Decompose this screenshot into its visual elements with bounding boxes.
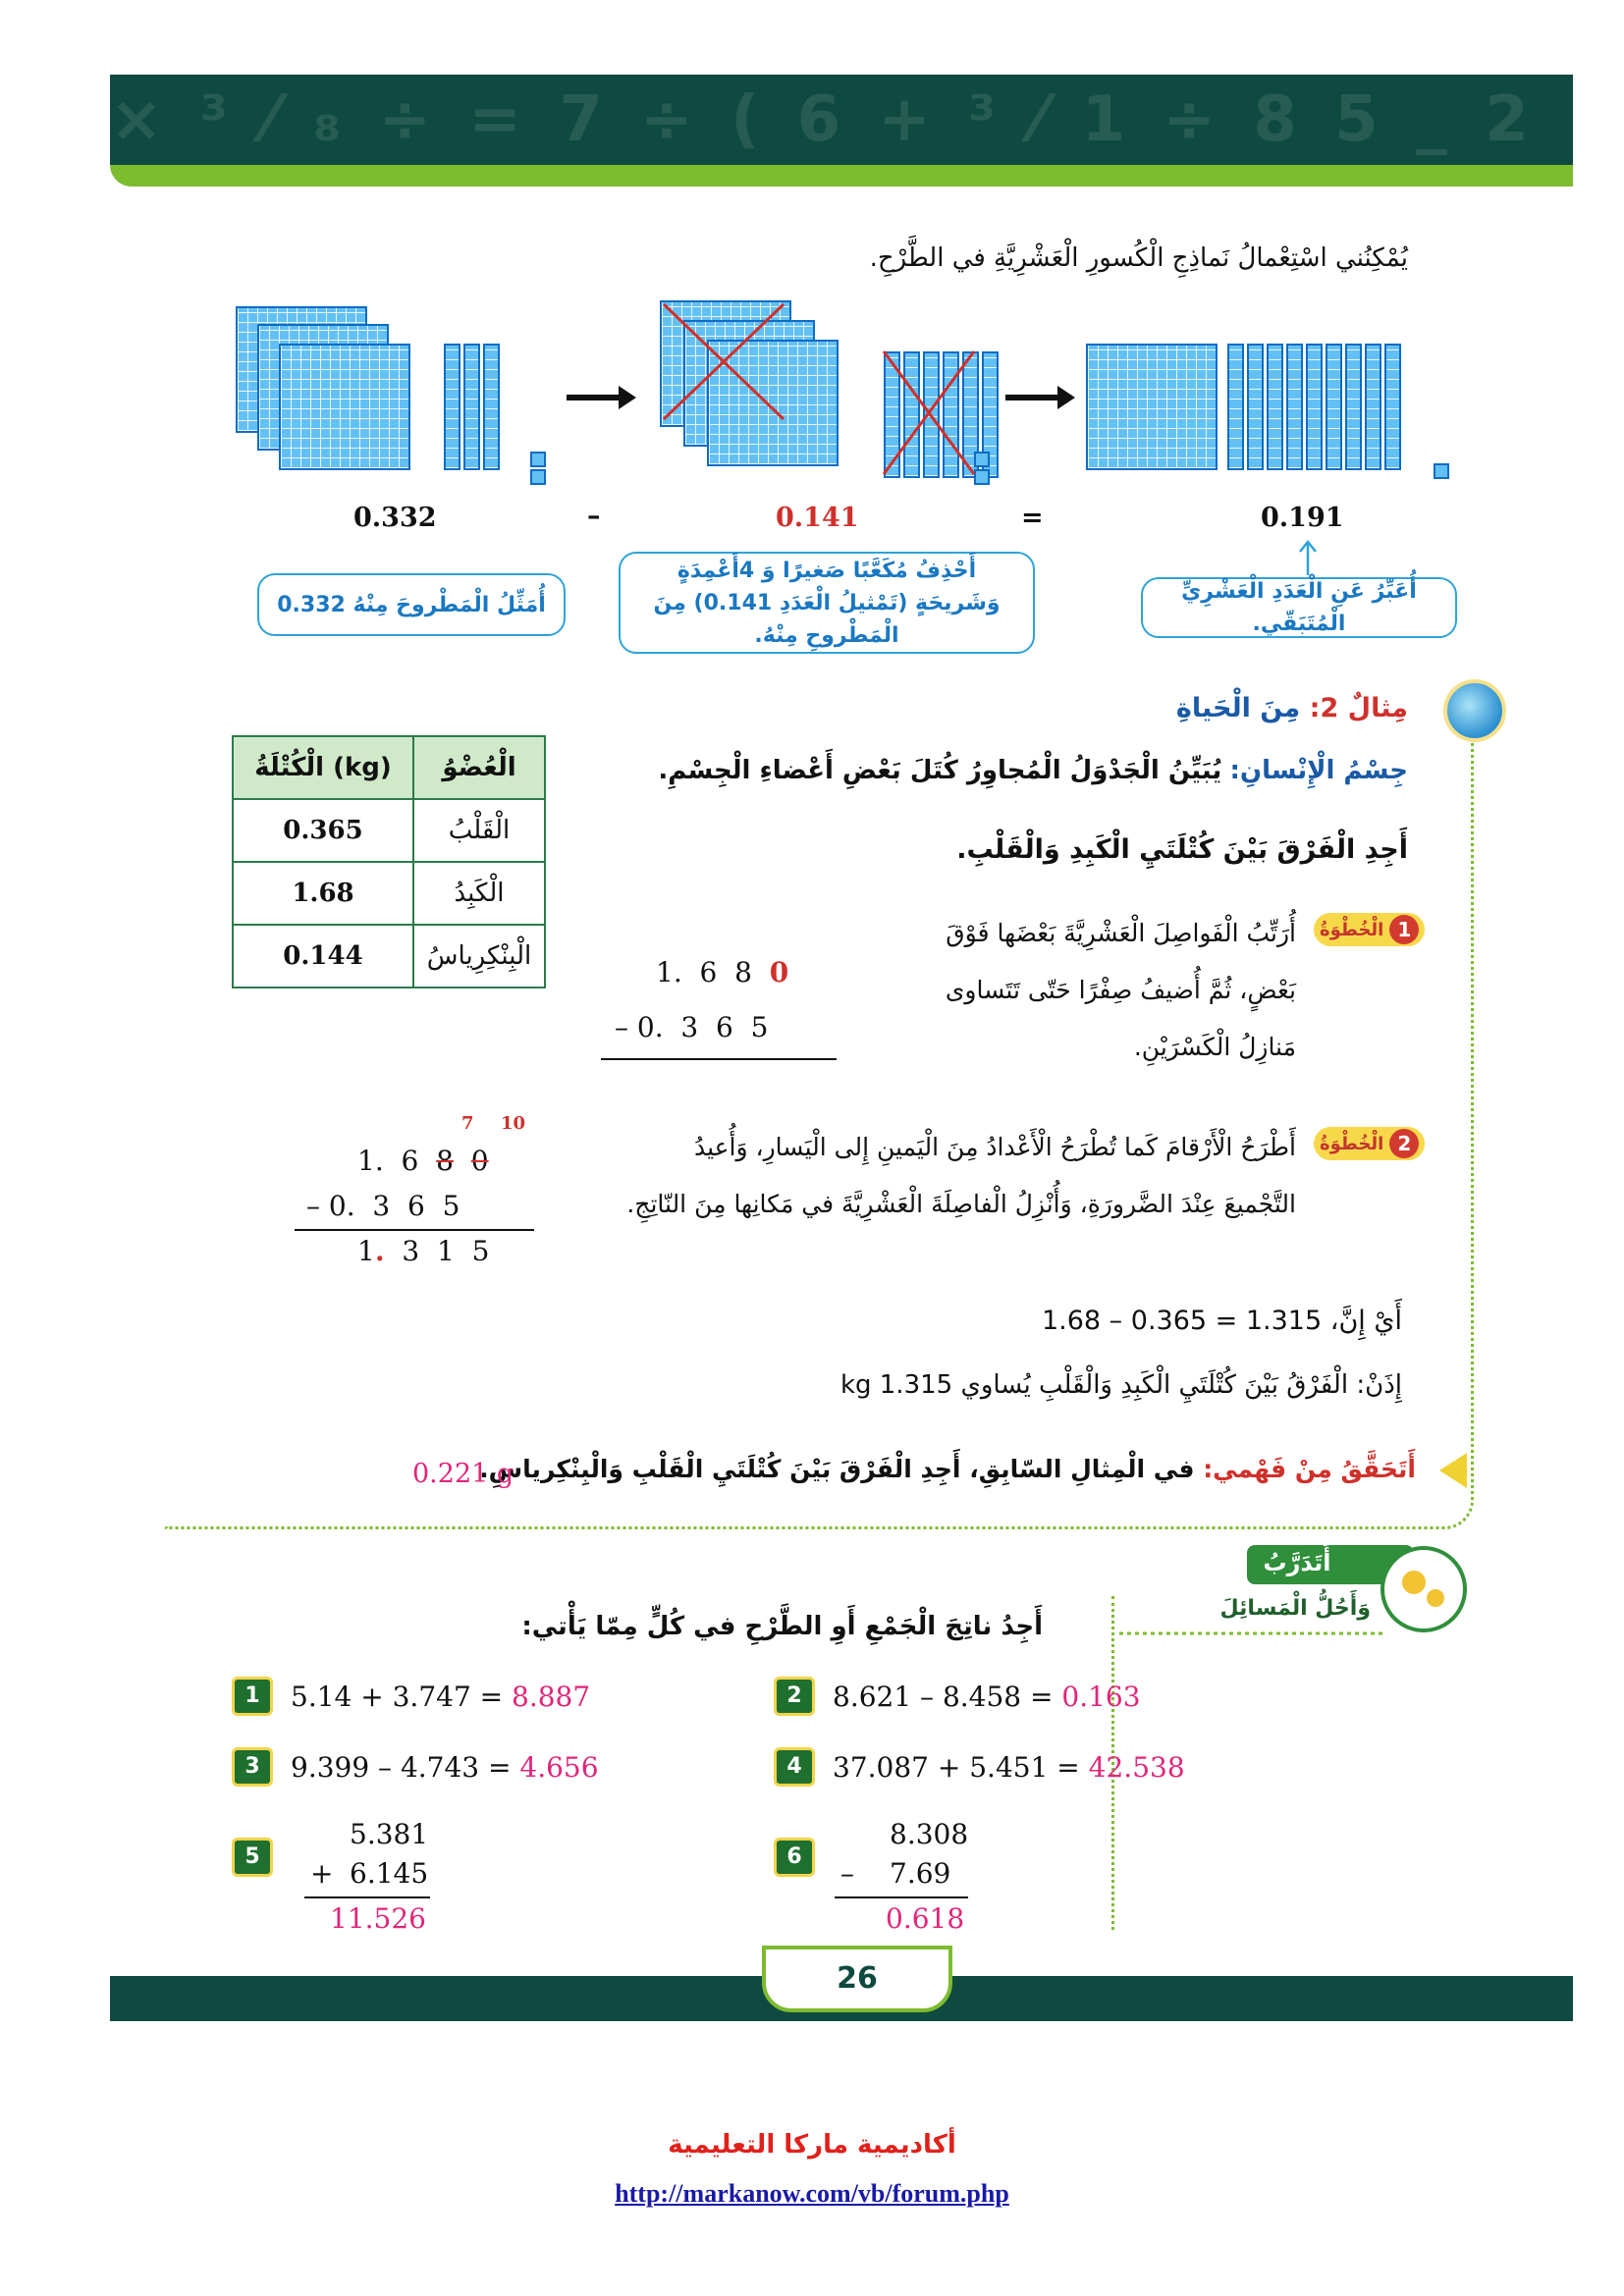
difference-rule [835, 1896, 968, 1898]
operator: – [840, 1857, 854, 1890]
rod-block [1306, 344, 1323, 470]
minuend-top: 8.308 [890, 1818, 969, 1850]
crossed-digit: 0 [470, 1145, 489, 1177]
check-arrow-icon [1439, 1453, 1467, 1488]
addend-top: 5.381 [350, 1818, 429, 1850]
digits: 3 1 5 [384, 1235, 490, 1267]
right-arrow-icon [565, 383, 638, 412]
practice-badge-subtitle: وَأَحُلُّ الْمَسائِلَ [1219, 1596, 1371, 1621]
step-2-rule [295, 1229, 534, 1231]
rod-block [1247, 344, 1264, 470]
answer: 11.526 [330, 1902, 426, 1935]
bubble-express-remainder: أُعَبِّرُ عَنِ الْعَدَدِ الْعَشْرِيِّ الْمُتَبَقّي. [1141, 577, 1457, 638]
example-context: مِنَ الْحَياةِ [1175, 693, 1301, 723]
step-number: 2 [1389, 1129, 1419, 1158]
cross-out-mark [880, 347, 978, 478]
minuend-value: 0.332 [353, 503, 437, 533]
table-cell-mass: 1.68 [233, 862, 413, 925]
step-1-line: مَنازِلُ الْكَسْرَيْنِ. [1133, 1033, 1296, 1061]
item-number: 6 [774, 1838, 815, 1877]
organ-mass-table [232, 735, 546, 988]
table-row [233, 799, 545, 862]
example-title [1176, 693, 1408, 723]
practice-item-4 [833, 1751, 1185, 1784]
rod-block [1267, 344, 1283, 470]
practice-badge-title: أَتَدَرَّبُ [1263, 1549, 1331, 1576]
answer: 4.656 [519, 1751, 599, 1784]
table-cell-organ: الْكَبِدُ [413, 862, 545, 925]
step-label: الْخُطْوَةُ [1320, 1133, 1384, 1154]
unit-block [530, 452, 546, 467]
bubble-represent-minuend: أُمَثِّلُ الْمَطْروحَ مِنْهُ 0.332 [257, 573, 566, 636]
decimal-point: . [374, 1235, 385, 1267]
example-lead [658, 756, 1408, 785]
practice-item-1 [291, 1681, 590, 1713]
rod-block [463, 344, 480, 470]
equals-sign: = [1021, 503, 1044, 533]
practice-item-3 [291, 1751, 599, 1784]
crossed-digit: 8 [436, 1145, 454, 1177]
right-arrow-icon [1003, 383, 1077, 412]
expression: 9.399 – 4.743 = [291, 1751, 512, 1784]
step-2-line: التَّجْميعَ عِنْدَ الضَّرورَةِ، وَأُنْزِلُ الْفاصِلَةَ الْعَشْرِيَّةَ في مَكانِها مِنَ النّاتِجِ. [626, 1190, 1296, 1218]
digits: 1. 6 [357, 1145, 437, 1177]
step-number: 1 [1389, 915, 1419, 944]
expression: 8.621 – 8.458 = [833, 1681, 1054, 1713]
step-2-row-2: – 0. 3 6 5 [306, 1190, 460, 1222]
check-label: أَتَحَقَّقُ مِنْ فَهْمي: [1203, 1455, 1416, 1483]
item-number: 2 [774, 1677, 815, 1716]
rod-block [1326, 344, 1342, 470]
addend-bottom: 6.145 [350, 1857, 429, 1890]
regroup-7: 7 [461, 1113, 474, 1134]
step-1-text [946, 905, 1296, 1076]
item-number: 3 [232, 1747, 273, 1787]
sum-rule [304, 1896, 430, 1898]
minus-sign: – [587, 501, 601, 531]
table-row [233, 925, 545, 988]
rod-block [1227, 344, 1244, 470]
header-green-stripe [110, 165, 1573, 187]
example-number: مِثالٌ 2: [1309, 693, 1408, 723]
table-row [233, 862, 545, 925]
step-1-row-2: – 0. 3 6 5 [615, 1011, 769, 1043]
operator: + [310, 1857, 334, 1890]
step-1-row-1 [656, 956, 788, 988]
example-lead-text: يُبَيِّنُ الْجَدْوَلُ الْمُجاوِرُ كُتَلَ بَعْضِ أَعْضاءِ الْجِسْمِ. [658, 756, 1222, 785]
table-cell-mass: 0.365 [233, 799, 413, 862]
rod-block [1365, 344, 1381, 470]
check-understanding [479, 1455, 1416, 1483]
flat-block [279, 344, 410, 470]
intro-text: يُمْكِنُني اسْتِعْمالُ نَماذِجِ الْكُسورِ الْعَشْرِيَّةِ في الطَّرْحِ. [869, 243, 1408, 273]
page-number: 26 [762, 1946, 952, 2012]
table-header-mass: الْكُتْلَةُ (kg) [233, 736, 413, 799]
item-number: 4 [774, 1747, 815, 1787]
answer: 8.887 [512, 1681, 591, 1713]
regroup-10: 10 [501, 1113, 526, 1134]
academy-name: أكاديمية ماركا التعليمية [668, 2130, 956, 2160]
result-line: أَيْ إِنَّ، 1.315 = 0.365 – 1.68 [1041, 1306, 1402, 1336]
example-question: أَجِدِ الْفَرْقَ بَيْنَ كُتْلَتَيِ الْكَبِدِ وَالْقَلْبِ. [956, 834, 1408, 865]
step-2-row-1 [357, 1145, 489, 1177]
expression: 37.087 + 5.451 = [833, 1751, 1080, 1784]
subtrahend-value: 0.141 [776, 503, 859, 533]
rod-block [483, 344, 500, 470]
table-cell-organ: الْقَلْبُ [413, 799, 545, 862]
academy-link-wrap [0, 2179, 1624, 2209]
difference-value: 0.191 [1261, 503, 1344, 533]
table-header-organ: الْعُضْوُ [413, 736, 545, 799]
check-text: في الْمِثالِ السّابِقِ، أَجِدِ الْفَرْقَ بَيْنَ كُتْلَتَيِ الْقَلْبِ وَالْبِنْكِرياسِ. [479, 1455, 1195, 1483]
answer: 0.163 [1061, 1681, 1141, 1713]
practice-item-2 [833, 1681, 1141, 1713]
rod-block [444, 344, 460, 470]
digits: 1. 6 8 [656, 956, 770, 988]
unit-block [530, 469, 546, 485]
academy-link[interactable]: http://markanow.com/vb/forum.php [615, 2179, 1009, 2208]
step-1-line: بَعْضٍ، ثُمَّ أُضيفُ صِفْرًا حَتّى تَتَساوى [945, 976, 1296, 1004]
conclusion-line: إِذَنْ: الْفَرْقُ بَيْنَ كُتْلَتَيِ الْكَبِدِ وَالْقَلْبِ يُساوي 1.315 kg [839, 1370, 1402, 1400]
rod-block [1345, 344, 1362, 470]
subtrahend-bottom: 7.69 [890, 1857, 951, 1890]
step-label: الْخُطْوَةُ [1320, 919, 1384, 940]
step-2-badge [1314, 1127, 1425, 1160]
bubble-remove-blocks: أَحْذِفُ مُكَعَّبًا صَغيرًا وَ 4أَعْمِدَةٍ وَشَريحَةٍ (تَمْثيلُ الْعَدَدِ 0.141) مِنَ الْمَطْروحِ مِنْهُ. [619, 552, 1035, 654]
step-2-text [626, 1119, 1296, 1233]
rod-block [1384, 344, 1401, 470]
rod-block [1286, 344, 1303, 470]
item-number: 5 [232, 1838, 273, 1877]
check-answer: 0.221 g [412, 1459, 514, 1489]
banner-decoration: × ³ ⁄ ₈ ÷ = 7 ÷ ( 6 + ³ ⁄ 1 ÷ 8 5 _ 2 [110, 83, 1537, 156]
header-banner [110, 75, 1573, 165]
cross-out-mark [660, 300, 787, 423]
unit-block [1434, 463, 1449, 479]
step-1-line: أُرَتِّبُ الْفَواصِلَ الْعَشْرِيَّةَ بَعْضَها فَوْقَ [946, 919, 1296, 947]
added-zero: 0 [769, 956, 789, 988]
answer: 42.538 [1088, 1751, 1185, 1784]
globe-icon [1443, 679, 1506, 742]
expression: 5.14 + 3.747 = [291, 1681, 504, 1713]
table-cell-mass: 0.144 [233, 925, 413, 988]
digits: 1 [357, 1235, 375, 1267]
step-2-line: أَطْرَحُ الْأَرْقامَ كَما تُطْرَحُ الْأَعْدادُ مِنَ الْيَمينِ إِلى الْيَسارِ، وَأُعيدُ [693, 1133, 1296, 1161]
flat-block [1086, 344, 1218, 470]
up-arrow-icon [1296, 538, 1320, 577]
step-2-result [357, 1235, 489, 1267]
practice-instruction: أَجِدُ ناتِجَ الْجَمْعِ أَوِ الطَّرْحِ في كُلٍّ مِمّا يَأْتي: [521, 1612, 1043, 1641]
answer: 0.618 [886, 1902, 965, 1935]
example-topic: جِسْمُ الْإِنْسانِ: [1229, 756, 1408, 785]
step-1-badge [1314, 913, 1425, 946]
table-cell-organ: الْبِنْكِرِياسُ [413, 925, 545, 988]
item-number: 1 [232, 1677, 273, 1716]
step-1-rule [601, 1058, 837, 1060]
